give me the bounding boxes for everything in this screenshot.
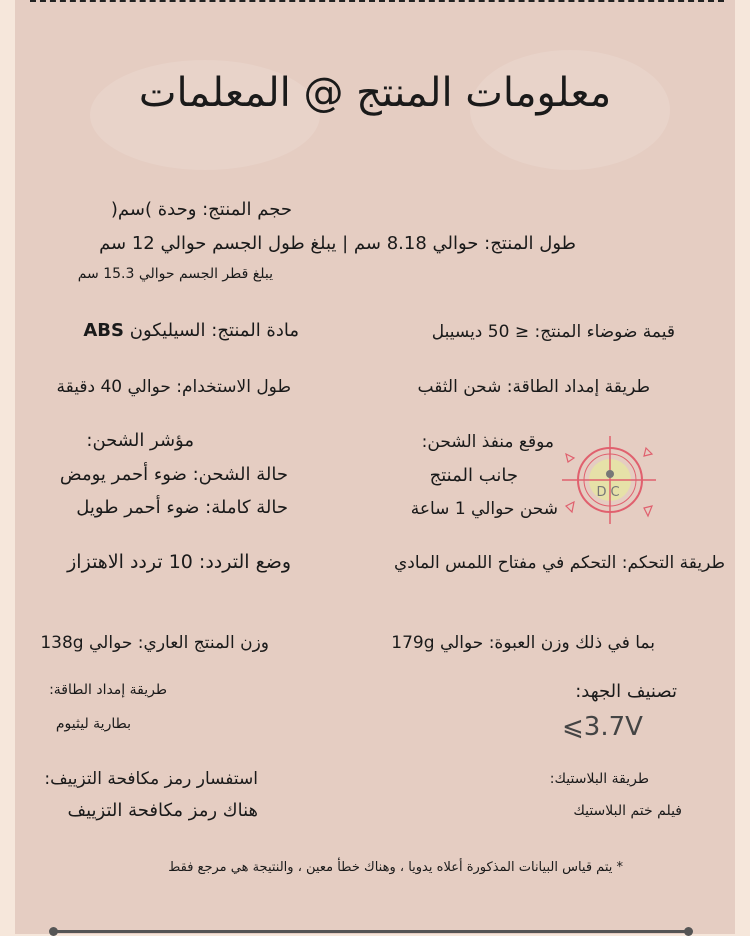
port-time: شحن حوالي 1 ساعة	[410, 499, 558, 519]
size-diameter: يبلغ قطر الجسم حوالي 15.3 سم	[77, 266, 273, 282]
material-label: مادة المنتج: السيليكون	[129, 320, 299, 341]
port-location: جانب المنتج	[429, 465, 518, 486]
package-weight-value: 179g	[391, 633, 435, 653]
package-weight-row	[391, 633, 655, 653]
material-row	[83, 320, 299, 341]
footnote: * يتم قياس البيانات المذكورة أعلاه يدويا ، وهناك خطأ معين ، والنتيجة هي مرجع فقط	[168, 860, 623, 875]
voltage-heading: تصنيف الجهد:	[575, 681, 677, 702]
noise-value: قيمة ضوضاء المنتج: ≤ 50 ديسيبل	[431, 322, 675, 342]
port-heading: موقع منفذ الشحن:	[421, 432, 554, 452]
battery-heading: طريقة إمداد الطاقة:	[49, 682, 167, 698]
bottom-slider-line	[52, 930, 690, 933]
top-divider	[30, 0, 724, 2]
net-weight-value: 138g	[40, 633, 84, 653]
anti-fake-value: هناك رمز مكافحة التزييف	[67, 800, 258, 821]
battery-value: بطارية ليثيوم	[55, 716, 131, 732]
control-method: طريقة التحكم: التحكم في مفتاح اللمس المادي	[393, 553, 725, 573]
indicator-full: حالة كاملة: ضوء أحمر طويل	[76, 497, 288, 518]
voltage-value: ⩽3.7V	[562, 712, 643, 742]
power-method: طريقة إمداد الطاقة: شحن الثقب	[417, 377, 650, 397]
indicator-charging: حالة الشحن: ضوء أحمر يومض	[59, 464, 288, 485]
dc-port-icon	[560, 432, 660, 532]
plastic-heading: طريقة البلاستيك:	[549, 771, 649, 787]
material-value: ABS	[83, 320, 124, 341]
usage-time: طول الاستخدام: حوالي 40 دقيقة	[56, 377, 291, 397]
net-weight-label: وزن المنتج العاري: حوالي	[89, 633, 269, 653]
page-title: معلومات المنتج @ المعلمات	[138, 70, 612, 116]
net-weight-row	[40, 633, 269, 653]
size-length: طول المنتج: حوالي 8.18 سم | يبلغ طول الجسم حوالي 12 سم	[99, 233, 576, 254]
size-heading: حجم المنتج: وحدة )سم(	[110, 199, 292, 220]
indicator-heading: مؤشر الشحن:	[86, 430, 194, 451]
frequency-mode: وضع التردد: 10 تردد الاهتزاز	[67, 551, 291, 573]
dc-port-label: DC	[596, 485, 624, 500]
package-weight-label: بما في ذلك وزن العبوة: حوالي	[439, 633, 655, 653]
plastic-value: فيلم ختم البلاستيك	[573, 803, 682, 819]
anti-fake-heading: استفسار رمز مكافحة التزييف:	[44, 769, 258, 789]
